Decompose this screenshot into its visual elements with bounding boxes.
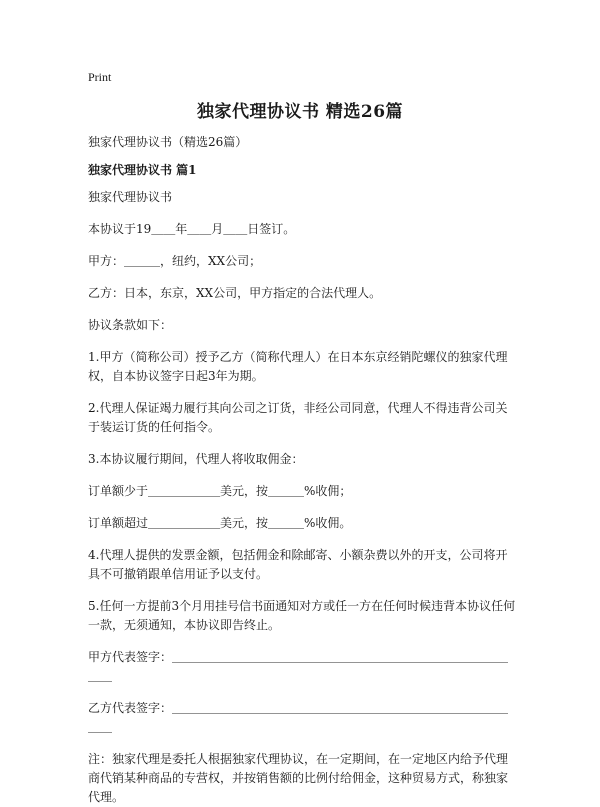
paragraph-sign-date: 本协议于19＿＿年＿＿月＿＿日签订。	[88, 222, 296, 236]
paragraph-signature-a: 甲方代表签字：＿＿＿＿＿＿＿＿＿＿＿＿＿＿＿＿＿＿＿＿＿＿＿＿＿＿＿＿＿＿	[88, 650, 509, 683]
paragraph-clause-2: 2.代理人保证竭力履行其向公司之订货，非经公司同意，代理人不得违背公司关于装运订货的任何指令。	[88, 401, 508, 434]
paragraph-terms-intro: 协议条款如下：	[88, 318, 173, 332]
document-body	[88, 133, 518, 807]
paragraph-party-a: 甲方：＿＿＿，纽约，XX公司；	[88, 254, 262, 268]
paragraph-commission-below: 订单额少于＿＿＿＿＿＿美元，按＿＿＿%收佣；	[88, 484, 352, 498]
document-title: 独家代理协议书 精选26篇	[196, 102, 404, 122]
paragraph-agreement-name: 独家代理协议书	[88, 190, 173, 204]
print-label: Print	[88, 70, 112, 84]
paragraph-clause-5: 5.任何一方提前3个月用挂号信书面通知对方或任一方在任何时候违背本协议任何一款，无须通知，本协议即告终止。	[88, 599, 516, 632]
section-heading: 独家代理协议书 篇1	[88, 163, 197, 177]
paragraph-commission-above: 订单额超过＿＿＿＿＿＿美元，按＿＿＿%收佣。	[88, 516, 352, 530]
document-subtitle: 独家代理协议书（精选26篇）	[88, 135, 248, 149]
paragraph-clause-3: 3.本协议履行期间，代理人将收取佣金：	[88, 452, 304, 466]
paragraph-party-b: 乙方：日本，东京，XX公司，甲方指定的合法代理人。	[88, 286, 382, 300]
paragraph-signature-b: 乙方代表签字：＿＿＿＿＿＿＿＿＿＿＿＿＿＿＿＿＿＿＿＿＿＿＿＿＿＿＿＿＿＿	[88, 701, 509, 734]
paragraph-note: 注：独家代理是委托人根据独家代理协议，在一定期间，在一定地区内给予代理商代销某种商品的专营权，并按销售额的比例付给佣金，这种贸易方式，称独家代理。	[88, 752, 509, 804]
paragraph-clause-4: 4.代理人提供的发票金额，包括佣金和除邮寄、小额杂费以外的开支，公司将开具不可撤销跟单信用证予以支付。	[88, 548, 508, 581]
paragraph-clause-1: 1.甲方（简称公司）授予乙方（简称代理人）在日本东京经销陀螺仪的独家代理权，自本协议签字日起3年为期。	[88, 350, 508, 383]
